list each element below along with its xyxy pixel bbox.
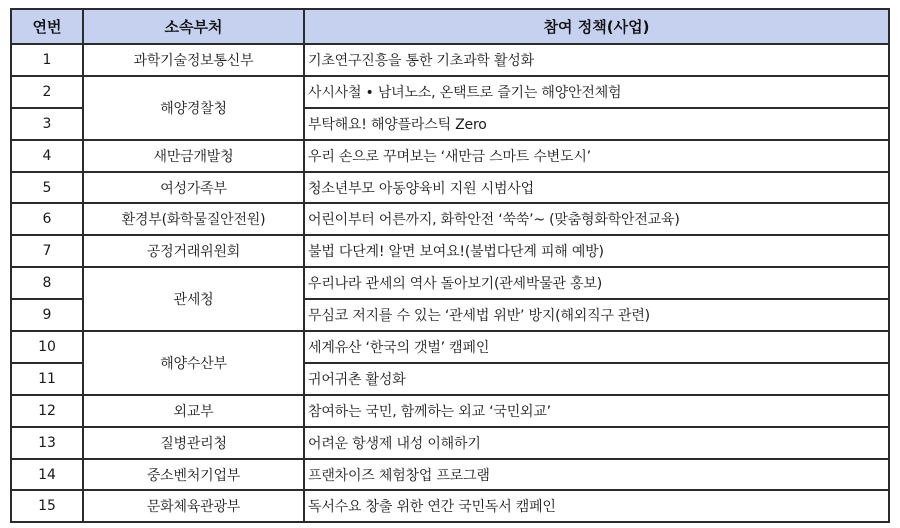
table-row: [11, 44, 889, 76]
row-policy: 청소년부모 아동양육비 지원 시범사업: [304, 172, 889, 204]
row-policy: 무심코 저지를 수 있는 ‘관세법 위반’ 방지(해외직구 관련): [304, 299, 889, 331]
row-dept: 해양수산부: [83, 331, 304, 395]
row-policy: 참여하는 국민, 함께하는 외교 ‘국민외교’: [304, 395, 889, 427]
row-policy: 부탁해요! 해양플라스틱 Zero: [304, 108, 889, 140]
row-policy: 사시사철 • 남녀노소, 온택트로 즐기는 해양안전체험: [304, 76, 889, 108]
row-dept: 해양경찰청: [83, 76, 304, 140]
row-dept: 질병관리청: [83, 427, 304, 459]
row-dept: 외교부: [83, 395, 304, 427]
header-policy: 참여 정책(사업): [304, 9, 889, 44]
table-row: [11, 427, 889, 459]
table-row: [11, 172, 889, 204]
row-no: 7: [11, 235, 83, 267]
policy-table: [10, 8, 890, 523]
row-no: 15: [11, 490, 83, 522]
row-dept: 환경부(화학물질안전원): [83, 203, 304, 235]
row-policy: 프랜차이즈 체험창업 프로그램: [304, 459, 889, 491]
row-dept: 중소벤처기업부: [83, 459, 304, 491]
row-no: 11: [11, 363, 83, 395]
table-row: [11, 203, 889, 235]
table-row: [11, 267, 889, 299]
table-row: [11, 395, 889, 427]
row-policy: 우리나라 관세의 역사 돌아보기(관세박물관 홍보): [304, 267, 889, 299]
table-row: [11, 235, 889, 267]
row-policy: 불법 다단계! 알면 보여요!(불법다단계 피해 예방): [304, 235, 889, 267]
row-dept: 관세청: [83, 267, 304, 331]
table-body: [11, 44, 889, 522]
row-no: 3: [11, 108, 83, 140]
row-no: 4: [11, 140, 83, 172]
header-row: [11, 9, 889, 44]
row-policy: 어려운 항생제 내성 이해하기: [304, 427, 889, 459]
row-no: 10: [11, 331, 83, 363]
row-policy: 독서수요 창출 위한 연간 국민독서 캠페인: [304, 490, 889, 522]
table-row: [11, 331, 889, 363]
row-dept: 공정거래위원회: [83, 235, 304, 267]
policy-table-container: [10, 8, 888, 523]
table-row: [11, 490, 889, 522]
row-dept: 과학기술정보통신부: [83, 44, 304, 76]
row-no: 6: [11, 203, 83, 235]
header-dept: 소속부처: [83, 9, 304, 44]
row-dept: 여성가족부: [83, 172, 304, 204]
row-policy: 귀어귀촌 활성화: [304, 363, 889, 395]
row-policy: 기초연구진흥을 통한 기초과학 활성화: [304, 44, 889, 76]
row-dept: 문화체육관광부: [83, 490, 304, 522]
table-row: [11, 459, 889, 491]
row-no: 5: [11, 172, 83, 204]
row-policy: 어린이부터 어른까지, 화학안전 ‘쑥쑥’~ (맞춤형화학안전교육): [304, 203, 889, 235]
row-no: 2: [11, 76, 83, 108]
row-no: 1: [11, 44, 83, 76]
row-no: 14: [11, 459, 83, 491]
row-policy: 세계유산 ‘한국의 갯벌’ 캠페인: [304, 331, 889, 363]
header-no: 연번: [11, 9, 83, 44]
row-no: 13: [11, 427, 83, 459]
table-header: [11, 9, 889, 44]
row-policy: 우리 손으로 꾸며보는 ‘새만금 스마트 수변도시’: [304, 140, 889, 172]
row-no: 9: [11, 299, 83, 331]
row-no: 12: [11, 395, 83, 427]
table-row: [11, 140, 889, 172]
row-no: 8: [11, 267, 83, 299]
table-row: [11, 76, 889, 108]
row-dept: 새만금개발청: [83, 140, 304, 172]
